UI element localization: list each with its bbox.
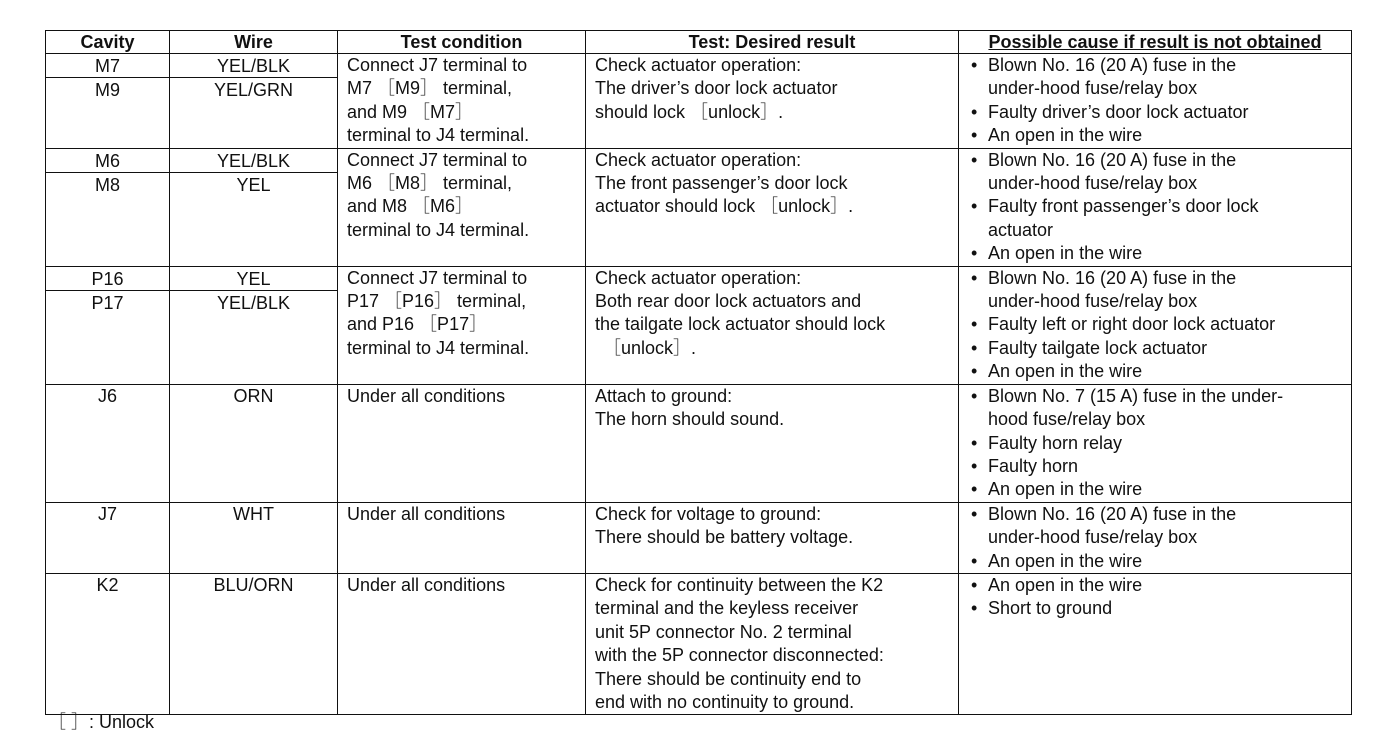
- table-row: [46, 54, 1352, 149]
- desired-result-cell: [586, 502, 959, 573]
- result-line: end with no continuity to ground.: [595, 691, 855, 712]
- result-line: terminal and the keyless receiver: [595, 598, 859, 619]
- table-row: [46, 573, 1352, 714]
- result-line: Check for continuity between the K2: [595, 574, 884, 595]
- cause-line: • Faulty driver’s door lock actuator: [988, 101, 1249, 122]
- cause-line: under-hood fuse/relay box: [988, 173, 1198, 194]
- wire-value: YEL/BLK: [170, 150, 337, 173]
- cause-list: [959, 574, 1351, 621]
- condition-line: terminal to J4 terminal.: [347, 337, 530, 358]
- result-line: The driver’s door lock actuator: [595, 78, 838, 99]
- wire-cell: [170, 502, 338, 573]
- result-line: ［unlock］.: [603, 337, 697, 358]
- condition-line: Connect J7 terminal to: [347, 149, 528, 170]
- cause-line: • Blown No. 16 (20 A) fuse in the: [988, 55, 1237, 75]
- cause-item: [971, 574, 1351, 597]
- wire-cell: [170, 573, 338, 714]
- possible-cause-cell: [959, 502, 1352, 573]
- inspection-table: [45, 30, 1352, 715]
- cause-item: [971, 597, 1351, 620]
- cause-item: [971, 550, 1351, 573]
- cause-item: [971, 195, 1351, 242]
- cause-line: • An open in the wire: [988, 574, 1143, 595]
- cause-item: [971, 360, 1351, 383]
- wire-cell: [170, 54, 338, 149]
- table-row: [46, 502, 1352, 573]
- cause-line: • Faulty front passenger’s door lock: [988, 196, 1259, 217]
- wire-value: ORN: [233, 385, 274, 406]
- wire-value: WHT: [233, 503, 274, 524]
- cause-item: [971, 337, 1351, 360]
- result-line: Check actuator operation:: [595, 149, 802, 170]
- result-line: Both rear door lock actuators and: [595, 291, 862, 312]
- cause-line: • Faulty horn: [988, 455, 1079, 476]
- cause-item: [971, 101, 1351, 124]
- wire-value: YEL/BLK: [170, 55, 337, 78]
- condition-line: M6 ［M8］ terminal,: [347, 173, 513, 194]
- result-line: The horn should sound.: [595, 409, 785, 430]
- cause-line: • An open in the wire: [988, 550, 1143, 571]
- cause-line: • Faulty tailgate lock actuator: [988, 337, 1208, 358]
- cavity-cell: [46, 502, 170, 573]
- cause-item: [971, 267, 1351, 314]
- cause-line: under-hood fuse/relay box: [988, 527, 1198, 548]
- cause-item: [971, 313, 1351, 336]
- condition-line: terminal to J4 terminal.: [347, 125, 530, 146]
- result-line: Attach to ground:: [595, 385, 733, 406]
- desired-result-cell: [586, 148, 959, 266]
- cause-line: • An open in the wire: [988, 243, 1143, 264]
- test-condition-cell: [338, 266, 586, 384]
- table-row: [46, 266, 1352, 384]
- condition-line: P17 ［P16］ terminal,: [347, 291, 527, 312]
- cause-list: [959, 149, 1351, 266]
- cause-line: • Blown No. 16 (20 A) fuse in the: [988, 267, 1237, 288]
- result-line: actuator should lock ［unlock］.: [595, 196, 854, 217]
- condition-line: and M9 ［M7］: [347, 101, 474, 122]
- cavity-value: K2: [96, 574, 119, 595]
- condition-line: terminal to J4 terminal.: [347, 219, 530, 240]
- wire-cell: [170, 148, 338, 266]
- cause-item: [971, 385, 1351, 432]
- header-possible-cause: Possible cause if result is not obtained: [959, 31, 1352, 54]
- condition-line: Connect J7 terminal to: [347, 267, 528, 288]
- cavity-cell: [46, 573, 170, 714]
- cavity-cell: [46, 266, 170, 384]
- cause-item: [971, 432, 1351, 455]
- possible-cause-cell: [959, 266, 1352, 384]
- cavity-value: M6: [46, 150, 169, 173]
- cause-line: hood fuse/relay box: [988, 409, 1146, 430]
- cause-line: • An open in the wire: [988, 479, 1143, 500]
- cause-item: [971, 149, 1351, 196]
- cause-line: • Faulty left or right door lock actuator: [988, 314, 1276, 335]
- cause-item: [971, 503, 1351, 550]
- result-line: with the 5P connector disconnected:: [595, 645, 884, 666]
- condition-line: Connect J7 terminal to: [347, 55, 528, 75]
- header-desired-result: Test: Desired result: [586, 31, 959, 54]
- cause-item: [971, 54, 1351, 101]
- cavity-value: J7: [97, 503, 117, 524]
- result-line: There should be battery voltage.: [595, 527, 854, 548]
- test-condition-cell: [338, 573, 586, 714]
- header-row: [46, 31, 1352, 54]
- header-test-condition: Test condition: [338, 31, 586, 54]
- desired-result-cell: [586, 573, 959, 714]
- wire-value: YEL: [236, 174, 271, 195]
- test-condition-cell: [338, 384, 586, 502]
- legend-note: ［ ］: Unlock: [48, 712, 155, 732]
- cause-line: • Short to ground: [988, 598, 1113, 619]
- cavity-value: M8: [94, 174, 120, 195]
- desired-result-cell: [586, 384, 959, 502]
- result-line: unit 5P connector No. 2 terminal: [595, 621, 852, 642]
- cause-item: [971, 478, 1351, 501]
- condition-line: Under all conditions: [347, 385, 506, 406]
- cavity-value: J6: [97, 385, 117, 406]
- cause-line: under-hood fuse/relay box: [988, 291, 1198, 312]
- cause-line: • An open in the wire: [988, 361, 1143, 382]
- condition-line: and P16 ［P17］: [347, 314, 488, 335]
- cavity-value: P16: [46, 268, 169, 291]
- wire-value: BLU/ORN: [213, 574, 294, 595]
- result-line: There should be continuity end to: [595, 668, 862, 689]
- table-row: [46, 148, 1352, 266]
- header-cavity: Cavity: [46, 31, 170, 54]
- possible-cause-cell: [959, 54, 1352, 149]
- result-line: the tailgate lock actuator should lock: [595, 314, 886, 335]
- cause-line: • Blown No. 16 (20 A) fuse in the: [988, 503, 1237, 524]
- cause-list: [959, 267, 1351, 384]
- wire-cell: [170, 266, 338, 384]
- desired-result-cell: [586, 266, 959, 384]
- cause-line: • Faulty horn relay: [988, 432, 1123, 453]
- cause-line: • An open in the wire: [988, 125, 1143, 146]
- cause-line: • Blown No. 16 (20 A) fuse in the: [988, 149, 1237, 170]
- possible-cause-cell: [959, 148, 1352, 266]
- cause-list: [959, 54, 1351, 148]
- cavity-cell: [46, 148, 170, 266]
- test-condition-cell: [338, 148, 586, 266]
- cause-list: [959, 503, 1351, 573]
- cause-item: [971, 124, 1351, 147]
- wire-value: YEL: [170, 268, 337, 291]
- cavity-value: P17: [91, 292, 124, 313]
- cause-line: • Blown No. 7 (15 A) fuse in the under-: [988, 385, 1284, 406]
- test-condition-cell: [338, 502, 586, 573]
- result-line: should lock ［unlock］.: [595, 101, 784, 122]
- result-line: Check actuator operation:: [595, 267, 802, 288]
- condition-line: Under all conditions: [347, 574, 506, 595]
- possible-cause-cell: [959, 573, 1352, 714]
- cavity-cell: [46, 384, 170, 502]
- cause-line: under-hood fuse/relay box: [988, 78, 1198, 99]
- cause-item: [971, 455, 1351, 478]
- cavity-value: M7: [46, 55, 169, 78]
- cavity-cell: [46, 54, 170, 149]
- cause-line: actuator: [988, 219, 1054, 240]
- possible-cause-cell: [959, 384, 1352, 502]
- cause-list: [959, 385, 1351, 502]
- cavity-value: M9: [94, 80, 120, 100]
- test-condition-cell: [338, 54, 586, 149]
- wire-cell: [170, 384, 338, 502]
- wire-value: YEL/GRN: [213, 80, 294, 100]
- table-row: [46, 384, 1352, 502]
- result-line: The front passenger’s door lock: [595, 173, 848, 194]
- header-wire: Wire: [170, 31, 338, 54]
- desired-result-cell: [586, 54, 959, 149]
- condition-line: M7 ［M9］ terminal,: [347, 78, 513, 99]
- result-line: Check for voltage to ground:: [595, 503, 822, 524]
- condition-line: Under all conditions: [347, 503, 506, 524]
- condition-line: and M8 ［M6］: [347, 196, 474, 217]
- cause-item: [971, 242, 1351, 265]
- wire-value: YEL/BLK: [216, 292, 291, 313]
- result-line: Check actuator operation:: [595, 55, 802, 75]
